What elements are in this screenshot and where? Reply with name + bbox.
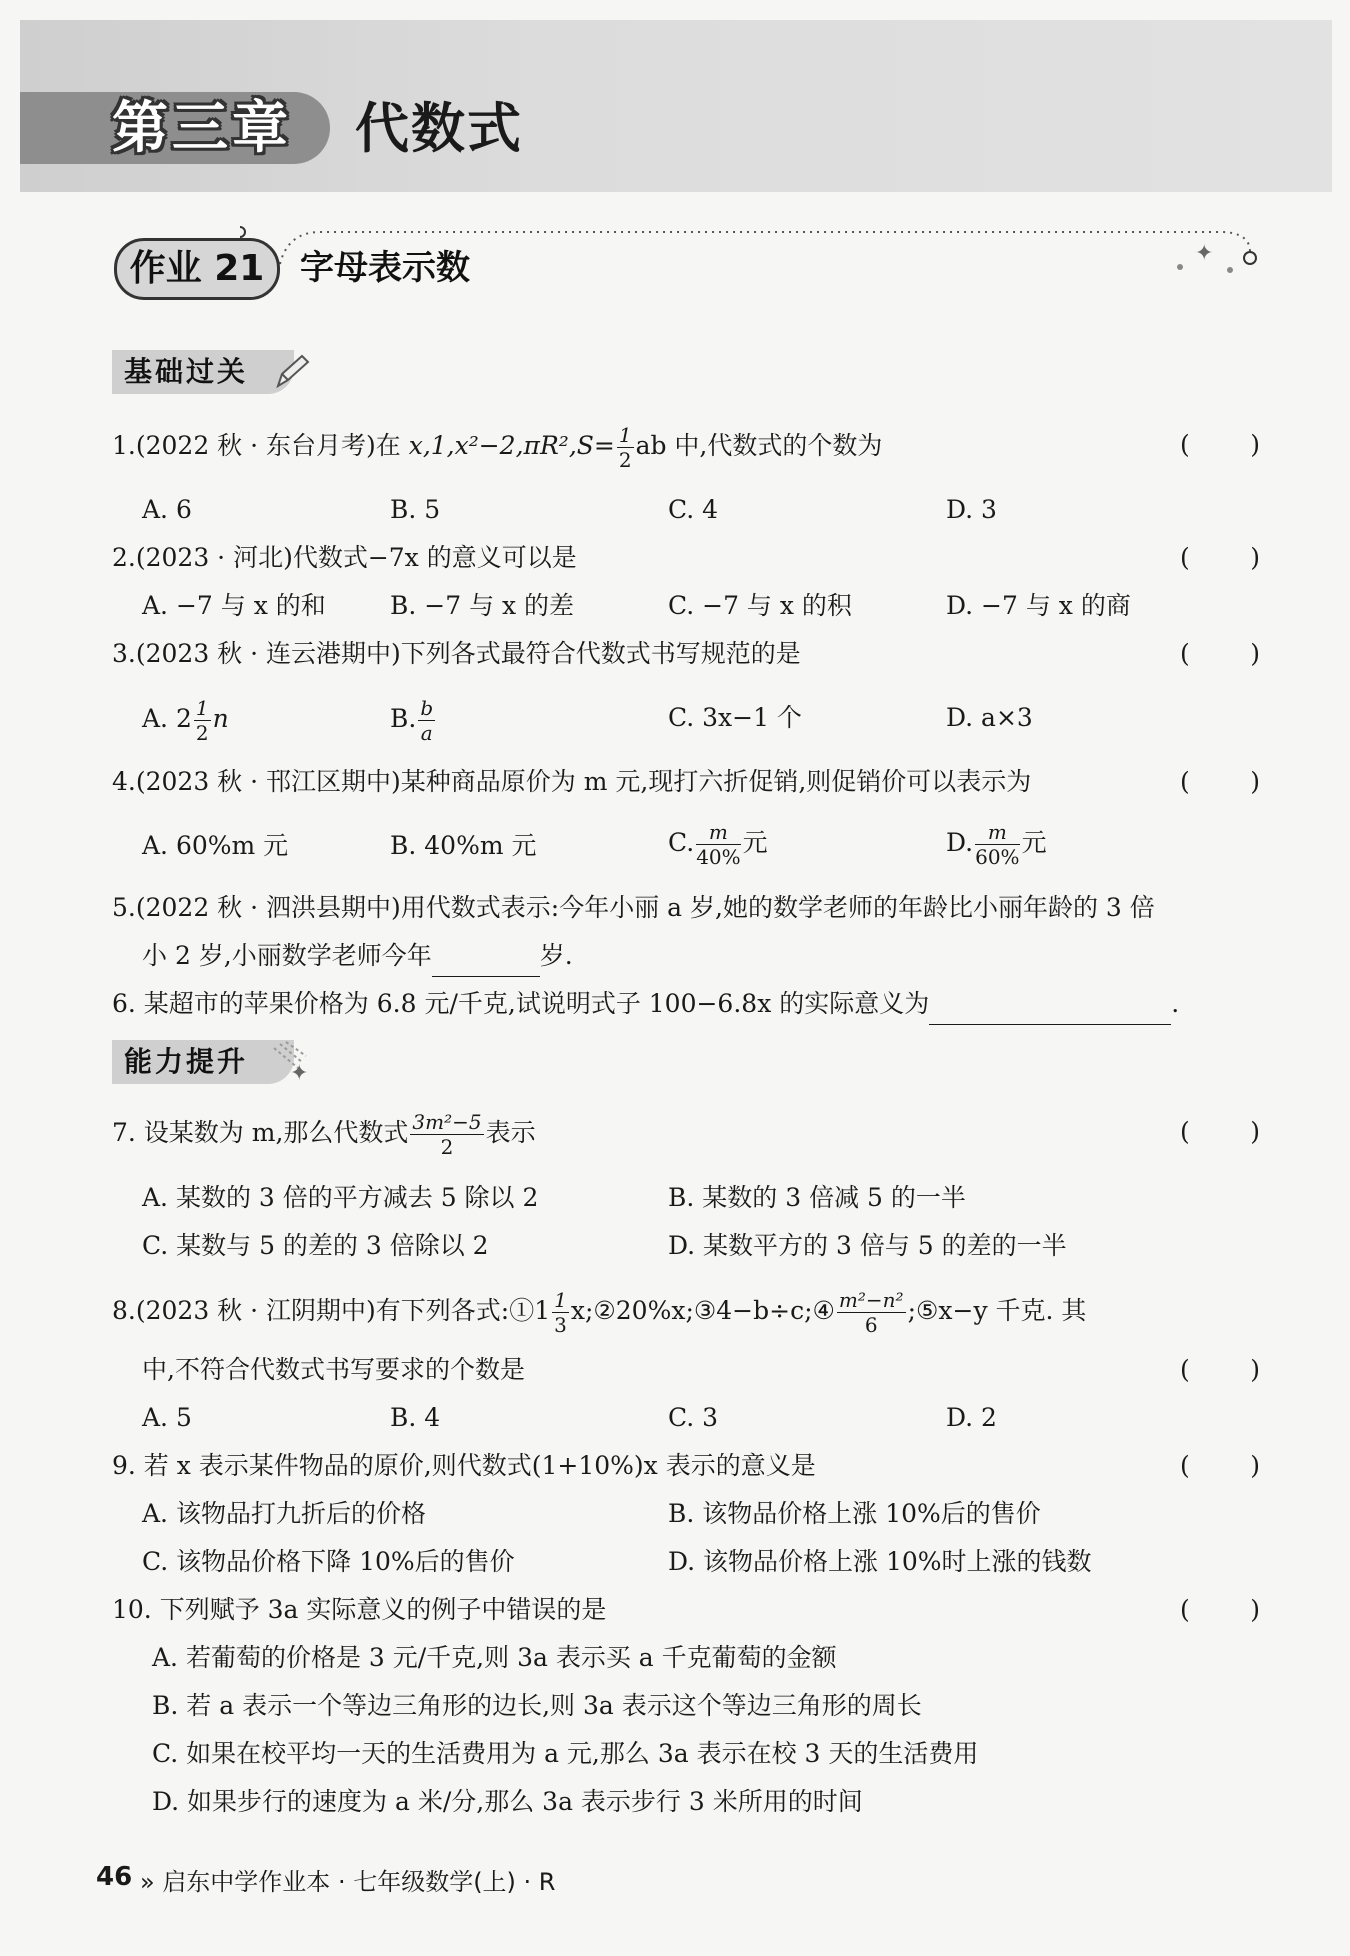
- q7-option-a: A. 某数的 3 倍的平方减去 5 除以 2: [142, 1183, 539, 1212]
- answer-blank-5[interactable]: [432, 936, 540, 977]
- section-basic-label: 基础过关: [112, 350, 294, 394]
- answer-paren-10[interactable]: ( ): [1180, 1595, 1260, 1624]
- q7-option-d: D. 某数平方的 3 倍与 5 的差的一半: [668, 1231, 1067, 1260]
- section-advanced-label: 能力提升: [112, 1040, 294, 1084]
- question-2: 2.(2023 · 河北)代数式−7x 的意义可以是: [112, 543, 577, 572]
- answer-blank-6[interactable]: [929, 984, 1171, 1025]
- q8-option-a: A. 5: [142, 1403, 192, 1432]
- answer-paren-8[interactable]: ( ): [1180, 1355, 1260, 1384]
- question-9: 9. 若 x 表示某件物品的原价,则代数式(1+10%)x 表示的意义是: [112, 1451, 816, 1480]
- q4-option-d: D. $\frac{m}{60\%}$ 元: [946, 820, 1047, 869]
- q10-option-a: A. 若葡萄的价格是 3 元/千克,则 3a 表示买 a 千克葡萄的金额: [152, 1643, 837, 1672]
- q3-option-c: C. 3x−1 个: [668, 703, 802, 732]
- question-5-line-1: 5.(2022 秋 · 泗洪县期中)用代数式表示:今年小丽 a 岁,她的数学老师的年龄比小丽年龄的 3 倍: [112, 893, 1155, 922]
- q10-option-d: D. 如果步行的速度为 a 米/分,那么 3a 表示步行 3 米所用的时间: [152, 1787, 863, 1816]
- chapter-number: 第三章: [112, 96, 292, 161]
- homework-title: 字母表示数: [300, 248, 470, 288]
- answer-paren-2[interactable]: ( ): [1180, 543, 1260, 572]
- page-number: 46: [96, 1862, 133, 1892]
- question-10: 10. 下列赋予 3a 实际意义的例子中错误的是: [112, 1595, 607, 1624]
- answer-paren-1[interactable]: ( ): [1180, 430, 1260, 459]
- question-8-line-2: 中,不符合代数式书写要求的个数是: [142, 1355, 525, 1384]
- question-8-line-1: 8.(2023 秋 · 江阴期中)有下列各式:①1 $\frac{1}{3}$ x;②20%x;③4−b÷c;④ $\frac{\text{m²−n²}}{6}$ ;⑤x−y 千克. 其: [112, 1288, 1087, 1337]
- q1-option-b: B. 5: [390, 495, 441, 524]
- q8-option-b: B. 4: [390, 1403, 441, 1432]
- q2-option-c: C. −7 与 x 的积: [668, 591, 852, 620]
- q2-option-a: A. −7 与 x 的和: [142, 591, 326, 620]
- q8-option-c: C. 3: [668, 1403, 719, 1432]
- q9-option-a: A. 该物品打九折后的价格: [142, 1499, 426, 1528]
- footer-book-title: » 启东中学作业本 · 七年级数学(上) · R: [140, 1868, 556, 1896]
- q9-option-c: C. 该物品价格下降 10%后的售价: [142, 1547, 515, 1576]
- q7-option-b: B. 某数的 3 倍减 5 的一半: [668, 1183, 966, 1212]
- q3-option-d: D. a×3: [946, 703, 1033, 732]
- question-7: 7. 设某数为 m,那么代数式 $\frac{\text{3m²−5}}{2}$ 表示: [112, 1110, 536, 1159]
- q3-option-b: B. $\frac{b}{a}$: [390, 696, 434, 745]
- q1-option-c: C. 4: [668, 495, 719, 524]
- q1-option-a: A. 6: [142, 495, 192, 524]
- svg-text:✦: ✦: [290, 1061, 309, 1084]
- q4-option-a: A. 60%m 元: [142, 831, 289, 860]
- q8-option-d: D. 2: [946, 1403, 997, 1432]
- q1-option-d: D. 3: [946, 495, 997, 524]
- question-1: 1.(2022 秋 · 东台月考)在 x,1,x²−2,πR²,S= $\frac{1}{2}$ ab 中,代数式的个数为: [112, 423, 883, 472]
- q9-option-d: D. 该物品价格上涨 10%时上涨的钱数: [668, 1547, 1092, 1576]
- pencil-icon: [272, 352, 312, 392]
- q10-option-b: B. 若 a 表示一个等边三角形的边长,则 3a 表示这个等边三角形的周长: [152, 1691, 922, 1720]
- answer-paren-3[interactable]: ( ): [1180, 639, 1260, 668]
- homework-number-pill: 作业 21: [114, 238, 280, 300]
- q2-option-b: B. −7 与 x 的差: [390, 591, 575, 620]
- q2-option-d: D. −7 与 x 的商: [946, 591, 1131, 620]
- answer-paren-4[interactable]: ( ): [1180, 767, 1260, 796]
- q7-option-c: C. 某数与 5 的差的 3 倍除以 2: [142, 1231, 489, 1260]
- question-3: 3.(2023 秋 · 连云港期中)下列各式最符合代数式书写规范的是: [112, 639, 801, 668]
- q3-option-a: A. 2 $\frac{1}{2}$ n: [142, 696, 229, 745]
- q4-option-c: C. $\frac{m}{40\%}$ 元: [668, 820, 768, 869]
- svg-text:✦: ✦: [1195, 241, 1214, 266]
- answer-paren-9[interactable]: ( ): [1180, 1451, 1260, 1480]
- question-6: 6. 某超市的苹果价格为 6.8 元/千克,试说明式子 100−6.8x 的实际意义为 .: [112, 984, 1179, 1025]
- chapter-title: 代数式: [355, 97, 523, 160]
- question-5-line-2: 小 2 岁,小丽数学老师今年 岁.: [142, 936, 573, 977]
- q9-option-b: B. 该物品价格上涨 10%后的售价: [668, 1499, 1041, 1528]
- q4-option-b: B. 40%m 元: [390, 831, 537, 860]
- q10-option-c: C. 如果在校平均一天的生活费用为 a 元,那么 3a 表示在校 3 天的生活费用: [152, 1739, 979, 1768]
- answer-paren-7[interactable]: ( ): [1180, 1117, 1260, 1146]
- sparkle-icon: [270, 1040, 314, 1084]
- question-4: 4.(2023 秋 · 邗江区期中)某种商品原价为 m 元,现打六折促销,则促销价可以表示为: [112, 767, 1032, 796]
